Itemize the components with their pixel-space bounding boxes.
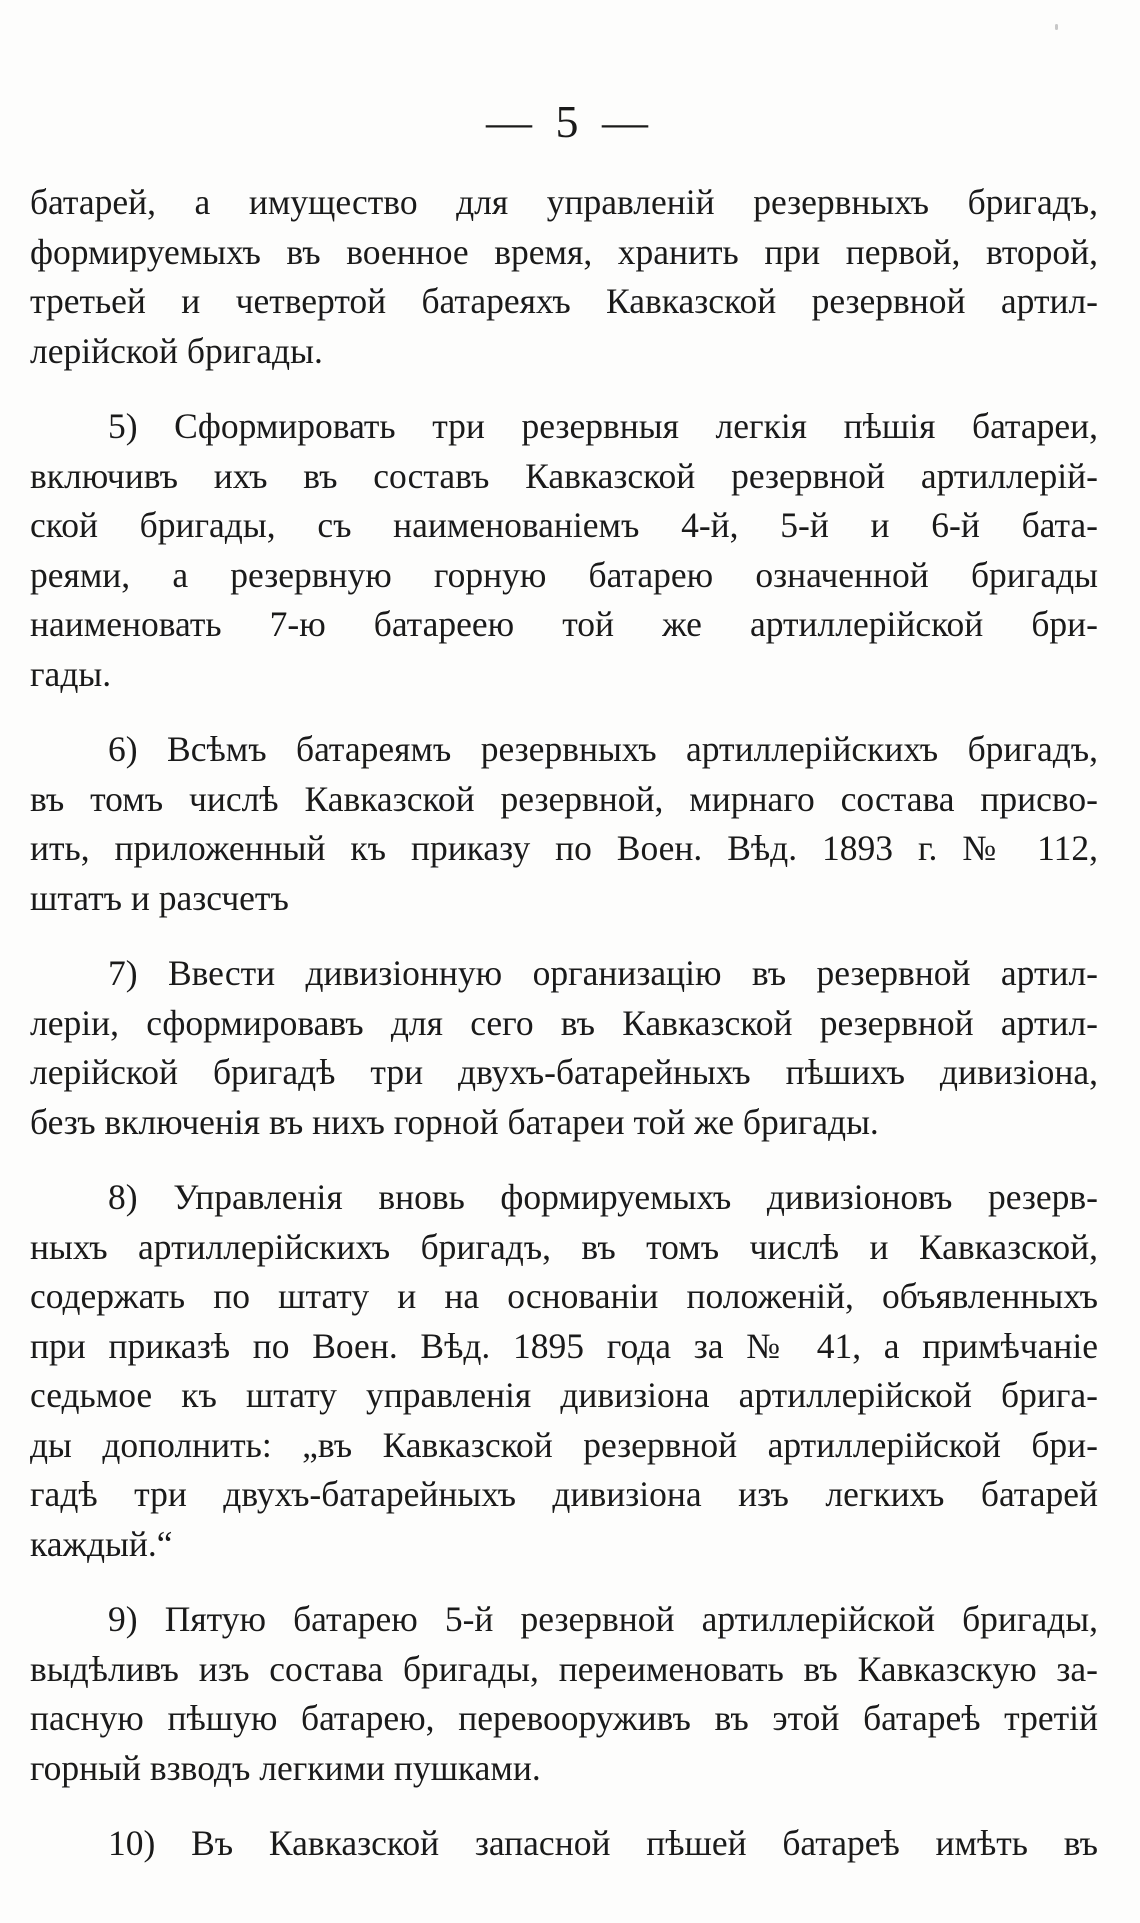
- text-line: третьей и четвертой батареяхъ Кавказской резервной артил-: [30, 281, 1098, 321]
- text-line: штатъ и разсчетъ: [30, 877, 289, 918]
- text-line: ить, приложенный къ приказу по Воен. Вѣд. 1893 г. № 112,: [30, 828, 1098, 868]
- text-line: ской бригады, съ наименованіемъ 4-й, 5-й и 6-й бата-: [30, 505, 1098, 545]
- text-line: въ томъ числѣ Кавказской резервной, мирнаго состава присво-: [30, 778, 1098, 819]
- text-line: включивъ ихъ въ составъ Кавказской резервной артиллерій-: [30, 455, 1098, 496]
- paragraph: [30, 402, 1098, 699]
- text-line: батарей, а имущество для управленій резервныхъ бригадъ,: [30, 182, 1098, 222]
- text-line: гадѣ три двухъ-батарейныхъ дивизіона изъ легкихъ батарей: [30, 1474, 1098, 1514]
- page-number: — 5 —: [486, 96, 654, 147]
- text-line: 10) Въ Кавказской запасной пѣшей батареѣ имѣть въ: [108, 1823, 1098, 1863]
- text-line: ды дополнить: „въ Кавказской резервной артиллерійской бри-: [30, 1424, 1098, 1465]
- text-line: горный взводъ легкими пушками.: [30, 1747, 541, 1788]
- text-line: формируемыхъ въ военное время, хранить при первой, второй,: [30, 231, 1098, 272]
- paragraph: [30, 1595, 1098, 1793]
- text-line: 8) Управленія вновь формируемыхъ дивизіоновъ резерв-: [108, 1177, 1098, 1217]
- text-line: каждый.“: [30, 1523, 173, 1564]
- text-line: гады.: [30, 653, 112, 694]
- paper-speck: [1055, 24, 1058, 30]
- text-line: 6) Всѣмъ батареямъ резервныхъ артиллерійскихъ бригадъ,: [108, 729, 1098, 769]
- text-line: лерійской бригадѣ три двухъ-батарейныхъ пѣшихъ дивизіона,: [30, 1052, 1098, 1092]
- text-line: при приказѣ по Воен. Вѣд. 1895 года за № 41, а примѣчаніе: [30, 1325, 1098, 1366]
- text-line: 5) Сформировать три резервныя легкія пѣшія батареи,: [108, 406, 1098, 446]
- paragraph: [30, 178, 1098, 376]
- text-line: седьмое къ штату управленія дивизіона артиллерійской брига-: [30, 1375, 1098, 1415]
- text-line: выдѣливъ изъ состава бригады, переименовать въ Кавказскую за-: [30, 1648, 1098, 1689]
- text-line: ныхъ артиллерійскихъ бригадъ, въ томъ числѣ и Кавказской,: [30, 1226, 1098, 1267]
- text-line: 9) Пятую батарею 5-й резервной артиллерійской бригады,: [108, 1599, 1098, 1639]
- paragraph: [30, 949, 1098, 1147]
- text-line: пасную пѣшую батарею, перевооруживъ въ этой батареѣ третій: [30, 1698, 1098, 1738]
- body-text: [30, 178, 1098, 1895]
- text-line: наименовать 7-ю батареею той же артиллерійской бри-: [30, 604, 1098, 644]
- paragraph: [30, 1819, 1098, 1869]
- text-line: 7) Ввести дивизіонную организацію въ резервной артил-: [108, 953, 1098, 993]
- text-line: реями, а резервную горную батарею означенной бригады: [30, 554, 1098, 595]
- text-line: леріи, сформировавъ для сего въ Кавказской резервной артил-: [30, 1002, 1098, 1043]
- text-line: безъ включенія въ нихъ горной батареи той же бригады.: [30, 1101, 879, 1142]
- text-line: содержать по штату и на основаніи положеній, объявленныхъ: [30, 1276, 1098, 1316]
- text-line: лерійской бригады.: [30, 330, 323, 371]
- paragraph: [30, 725, 1098, 923]
- paragraph: [30, 1173, 1098, 1569]
